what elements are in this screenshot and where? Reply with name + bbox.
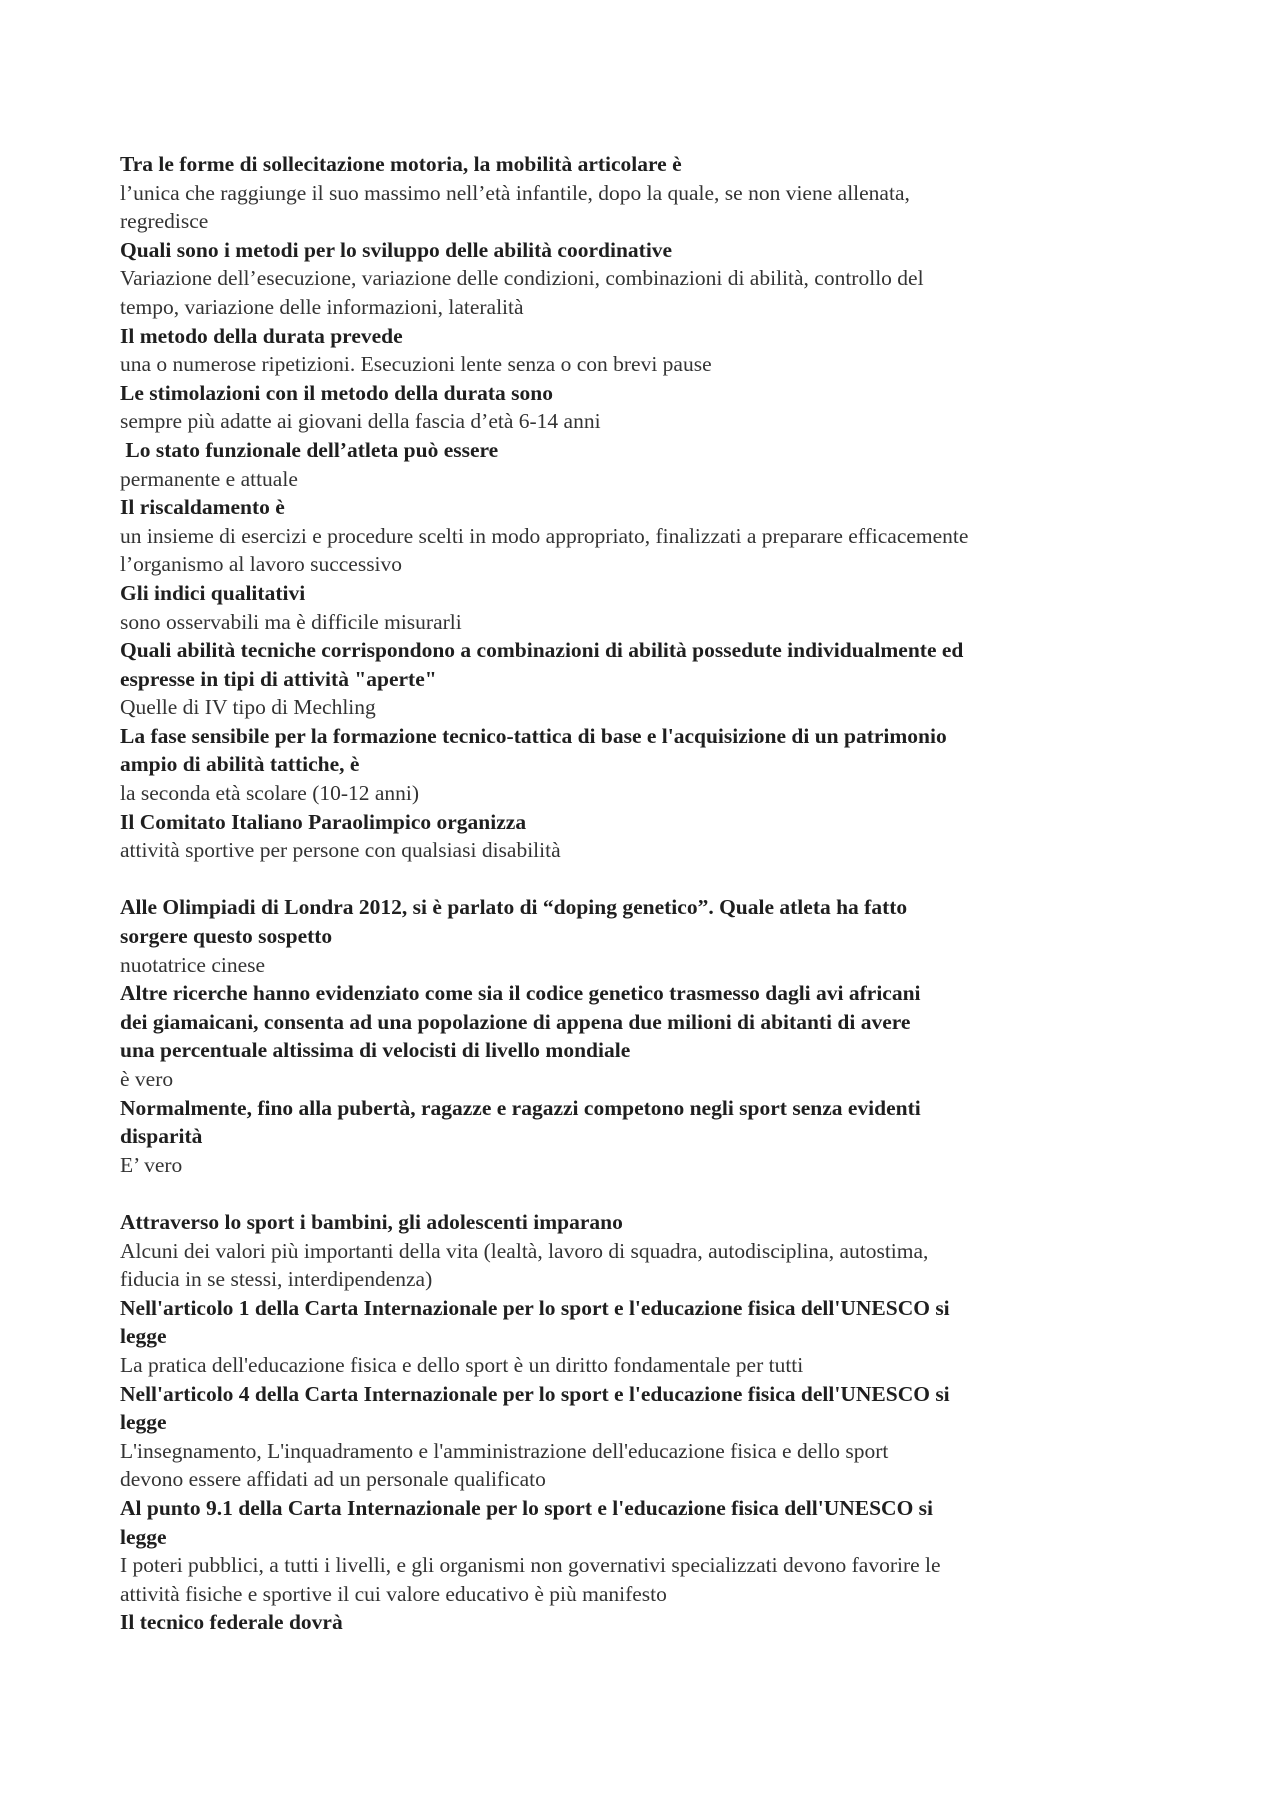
question-line: Nell'articolo 4 della Carta Internazionale per lo sport e l'educazione fisica dell'UNESCO si [120, 1381, 950, 1406]
answer-line: Alcuni dei valori più importanti della vita (lealtà, lavoro di squadra, autodisciplina, autostima, [120, 1238, 929, 1263]
answer-line: L'insegnamento, L'inquadramento e l'amministrazione dell'educazione fisica e dello sport [120, 1438, 889, 1463]
blank-line [120, 865, 1160, 894]
answer-line: una o numerose ripetizioni. Esecuzioni lente senza o con brevi pause [120, 352, 712, 377]
answer-line: E’ vero [120, 1152, 183, 1177]
answer-line: attività fisiche e sportive il cui valore educativo è più manifesto [120, 1581, 667, 1606]
answer-line: La pratica dell'educazione fisica e dello sport è un diritto fondamentale per tutti [120, 1352, 804, 1377]
question-line: Le stimolazioni con il metodo della durata sono [120, 380, 553, 405]
question-line: legge [120, 1324, 167, 1349]
question-line: disparità [120, 1124, 203, 1149]
question-line: Lo stato funzionale dell’atleta può essere [120, 437, 499, 462]
question-line: Il riscaldamento è [120, 495, 285, 520]
answer-line: permanente e attuale [120, 466, 298, 491]
answer-line: Variazione dell’esecuzione, variazione delle condizioni, combinazioni di abilità, controllo del [120, 266, 924, 291]
answer-line: tempo, variazione delle informazioni, lateralità [120, 294, 524, 319]
question-line: Il Comitato Italiano Paraolimpico organizza [120, 809, 527, 834]
question-line: Quali sono i metodi per lo sviluppo delle abilità coordinative [120, 237, 673, 262]
question-line: Nell'articolo 1 della Carta Internazionale per lo sport e l'educazione fisica dell'UNESCO si [120, 1295, 950, 1320]
question-line: Quali abilità tecniche corrispondono a combinazioni di abilità possedute individualmente ed [120, 638, 964, 663]
answer-line: nuotatrice cinese [120, 952, 266, 977]
answer-line: la seconda età scolare (10-12 anni) [120, 781, 420, 806]
answer-line: Quelle di IV tipo di Mechling [120, 695, 376, 720]
question-line: dei giamaicani, consenta ad una popolazione di appena due milioni di abitanti di avere [120, 1009, 911, 1034]
answer-line: l’organismo al lavoro successivo [120, 552, 403, 577]
question-line: La fase sensibile per la formazione tecnico-tattica di base e l'acquisizione di un patrimonio [120, 723, 947, 748]
question-line: Alle Olimpiadi di Londra 2012, si è parlato di “doping genetico”. Quale atleta ha fatto [120, 895, 908, 920]
question-line: Il metodo della durata prevede [120, 323, 403, 348]
document-page [120, 150, 1160, 1637]
question-line: Altre ricerche hanno evidenziato come sia il codice genetico trasmesso dagli avi africani [120, 981, 921, 1006]
question-line: Normalmente, fino alla pubertà, ragazze e ragazzi competono negli sport senza evidenti [120, 1095, 921, 1120]
answer-line: l’unica che raggiunge il suo massimo nell’età infantile, dopo la quale, se non viene allenata, [120, 180, 910, 205]
answer-line: sempre più adatte ai giovani della fascia d’età 6-14 anni [120, 409, 601, 434]
answer-line: I poteri pubblici, a tutti i livelli, e gli organismi non governativi specializzati devono favorire le [120, 1553, 941, 1578]
answer-line: è vero [120, 1067, 174, 1091]
question-line: una percentuale altissima di velocisti di livello mondiale [120, 1038, 631, 1063]
answer-line: devono essere affidati ad un personale qualificato [120, 1467, 546, 1492]
question-line: Attraverso lo sport i bambini, gli adolescenti imparano [120, 1209, 623, 1234]
question-line: ampio di abilità tattiche, è [120, 752, 360, 777]
question-line: legge [120, 1524, 167, 1549]
blank-line [120, 1179, 1160, 1208]
answer-line: un insieme di esercizi e procedure scelti in modo appropriato, finalizzati a preparare efficacemente [120, 523, 969, 548]
answer-line: sono osservabili ma è difficile misurarli [120, 609, 462, 634]
question-line: Tra le forme di sollecitazione motoria, la mobilità articolare è [120, 152, 682, 176]
question-line: espresse in tipi di attività "aperte" [120, 666, 437, 691]
question-line: Il tecnico federale dovrà [120, 1610, 343, 1635]
answer-line: regredisce [120, 209, 209, 234]
answer-line: fiducia in se stessi, interdipendenza) [120, 1267, 433, 1292]
answer-line: attività sportive per persone con qualsiasi disabilità [120, 838, 561, 863]
question-line: Gli indici qualitativi [120, 580, 306, 605]
question-line: Al punto 9.1 della Carta Internazionale per lo sport e l'educazione fisica dell'UNESCO si [120, 1495, 934, 1520]
question-line: legge [120, 1410, 167, 1435]
question-line: sorgere questo sospetto [120, 924, 333, 949]
